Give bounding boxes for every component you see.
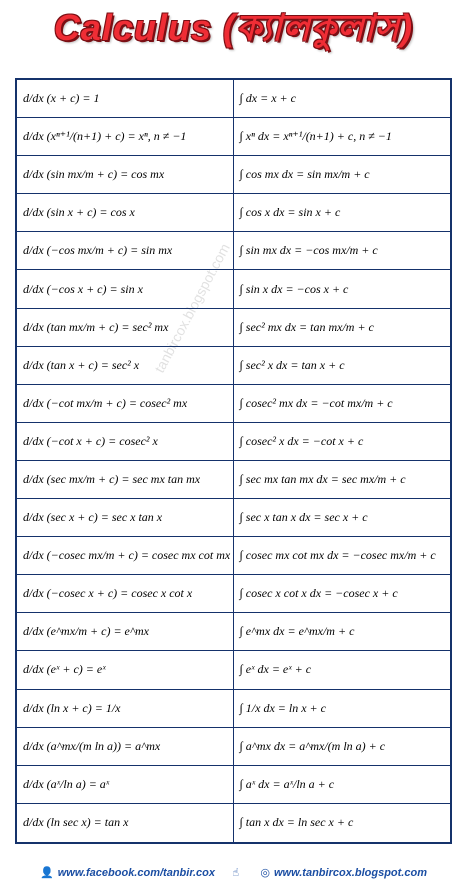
formula-row bbox=[17, 423, 450, 461]
integral-formula: ∫ cos mx dx = sin mx/m + c bbox=[239, 167, 370, 182]
formula-table bbox=[15, 78, 452, 844]
formula-row bbox=[17, 537, 450, 575]
integral-formula: ∫ eˣ dx = eˣ + c bbox=[239, 662, 312, 677]
hand-pointer-icon: ☝ bbox=[232, 866, 240, 879]
derivative-formula: d/dx (ln x + c) = 1/x bbox=[17, 690, 234, 727]
formula-row bbox=[17, 613, 450, 651]
derivative-formula: d/dx (−cosec mx/m + c) = cosec mx cot mx bbox=[17, 537, 234, 574]
integral-formula: ∫ cosec x cot x dx = −cosec x + c bbox=[239, 586, 398, 601]
derivative-formula: d/dx (sec mx/m + c) = sec mx tan mx bbox=[17, 461, 234, 498]
derivative-formula: d/dx (sin mx/m + c) = cos mx bbox=[17, 156, 234, 193]
formula-row bbox=[17, 766, 450, 804]
derivative-formula: d/dx (ln sec x) = tan x bbox=[17, 804, 234, 842]
integral-formula: ∫ xⁿ dx = xⁿ⁺¹/(n+1) + c, n ≠ −1 bbox=[239, 129, 392, 144]
globe-icon: ◎ bbox=[260, 866, 270, 879]
integral-formula: ∫ tan x dx = ln sec x + c bbox=[239, 815, 354, 830]
formula-row bbox=[17, 80, 450, 118]
derivative-formula: d/dx (tan x + c) = sec² x bbox=[17, 347, 234, 384]
derivative-formula: d/dx (a^mx/(m ln a)) = a^mx bbox=[17, 728, 234, 765]
derivative-formula: d/dx (−cos mx/m + c) = sin mx bbox=[17, 232, 234, 269]
footer bbox=[0, 862, 467, 882]
derivative-formula: d/dx (−cos x + c) = sin x bbox=[17, 270, 234, 307]
derivative-formula: d/dx (xⁿ⁺¹/(n+1) + c) = xⁿ, n ≠ −1 bbox=[17, 118, 234, 155]
derivative-formula: d/dx (tan mx/m + c) = sec² mx bbox=[17, 309, 234, 346]
website-link[interactable]: ◎ www.tanbircox.blogspot.com bbox=[260, 866, 427, 879]
derivative-formula: d/dx (e^mx/m + c) = e^mx bbox=[17, 613, 234, 650]
integral-formula: ∫ sec mx tan mx dx = sec mx/m + c bbox=[239, 471, 406, 486]
derivative-formula: d/dx (−cot mx/m + c) = cosec² mx bbox=[17, 385, 234, 422]
derivative-formula: d/dx (sec x + c) = sec x tan x bbox=[17, 499, 234, 536]
integral-formula: ∫ cos x dx = sin x + c bbox=[239, 205, 341, 220]
page-title: Calculus (ক্যালকুলাস) bbox=[53, 7, 414, 48]
formula-row bbox=[17, 309, 450, 347]
formula-row bbox=[17, 804, 450, 842]
formula-row bbox=[17, 728, 450, 766]
integral-formula: ∫ cosec² x dx = −cot x + c bbox=[239, 433, 364, 448]
integral-formula: ∫ cosec mx cot mx dx = −cosec mx/m + c bbox=[239, 548, 436, 563]
formula-row bbox=[17, 499, 450, 537]
formula-row bbox=[17, 690, 450, 728]
integral-formula: ∫ dx = x + c bbox=[239, 91, 296, 106]
integral-formula: ∫ sin x dx = −cos x + c bbox=[239, 281, 349, 296]
integral-formula: ∫ e^mx dx = e^mx/m + c bbox=[239, 624, 355, 639]
formula-row bbox=[17, 575, 450, 613]
formula-row bbox=[17, 651, 450, 689]
derivative-formula: d/dx (x + c) = 1 bbox=[17, 80, 234, 117]
formula-row bbox=[17, 118, 450, 156]
integral-formula: ∫ cosec² mx dx = −cot mx/m + c bbox=[239, 395, 393, 410]
formula-row bbox=[17, 347, 450, 385]
derivative-formula: d/dx (eˣ + c) = eˣ bbox=[17, 651, 234, 688]
formula-row bbox=[17, 194, 450, 232]
formula-row bbox=[17, 232, 450, 270]
integral-formula: ∫ sec² x dx = tan x + c bbox=[239, 357, 345, 372]
integral-formula: ∫ a^mx dx = a^mx/(m ln a) + c bbox=[239, 738, 386, 753]
integral-formula: ∫ sec² mx dx = tan mx/m + c bbox=[239, 319, 374, 334]
derivative-formula: d/dx (sin x + c) = cos x bbox=[17, 194, 234, 231]
integral-formula: ∫ aˣ dx = aˣ/ln a + c bbox=[239, 776, 335, 791]
formula-row bbox=[17, 270, 450, 308]
integral-formula: ∫ sec x tan x dx = sec x + c bbox=[239, 510, 368, 525]
derivative-formula: d/dx (−cosec x + c) = cosec x cot x bbox=[17, 575, 234, 612]
user-icon: 👤 bbox=[40, 866, 54, 879]
formula-row bbox=[17, 385, 450, 423]
derivative-formula: d/dx (aˣ/ln a) = aˣ bbox=[17, 766, 234, 803]
integral-formula: ∫ 1/x dx = ln x + c bbox=[239, 700, 326, 715]
watermark: tanbircox.blogspot.com bbox=[151, 240, 233, 376]
integral-formula: ∫ sin mx dx = −cos mx/m + c bbox=[239, 243, 378, 258]
facebook-link[interactable]: 👤 www.facebook.com/tanbir.cox bbox=[40, 866, 216, 879]
derivative-formula: d/dx (−cot x + c) = cosec² x bbox=[17, 423, 234, 460]
formula-row bbox=[17, 461, 450, 499]
formula-row bbox=[17, 156, 450, 194]
